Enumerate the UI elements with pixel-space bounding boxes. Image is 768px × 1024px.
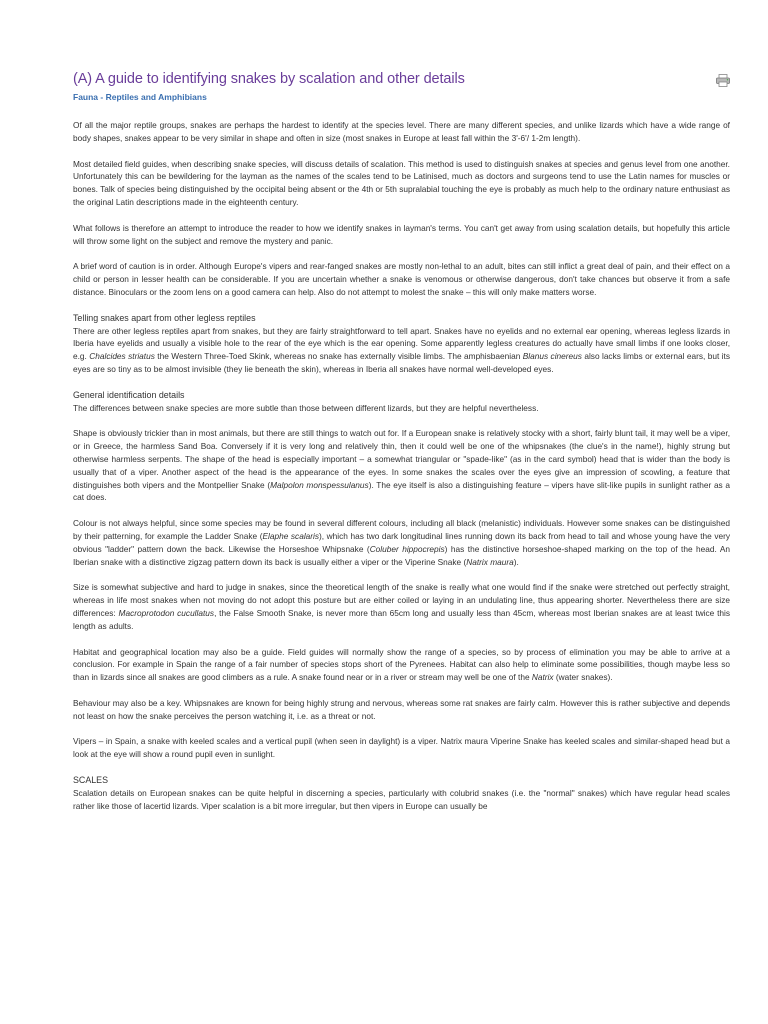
paragraph: What follows is therefore an attempt to introduce the reader to how we identify snakes in layman's terms. You can't get away from using scalation details, but hopefully this article will throw some light on the subject and remove the mystery and panic. — [73, 222, 730, 246]
paragraph: Shape is obviously trickier than in most animals, but there are still things to watch out for. If a European snake is relatively stocky with a short, fairly blunt tail, it may well be a viper, or in Greece, the harmless Sand Boa. Conversely if it is very long and relatively thin, then it could well be one of the whipsnakes (the clue's in the name!), highly strung but otherwise harmless serpents. The shape of the head is especially important – a somewhat triangular or "spade-like" (as in the card symbol) head that is wider than the body is usually that of a viper. Another aspect of the head is the appearance of the eyes. In some snakes the scales over the eyes give an impression of scowling, a feature that distinguishes both vipers and the Montpellier Snake (Malpolon monspessulanus). The eye itself is also a distinguishing feature – vipers have slit-like pupils in sunlight rather as a cat does. — [73, 428, 730, 503]
article-body — [73, 119, 730, 812]
paragraph: Of all the major reptile groups, snakes are perhaps the hardest to identify at the species level. There are many different species, and unlike lizards which have a wide range of body shapes, snakes appear to be very similar in shape and often in size (most snakes in Europe at least fall within the 3'-6'/ 1-2m length). — [73, 120, 730, 143]
paragraph: The differences between snake species are more subtle than those between different lizards, but they are helpful nevertheless. — [73, 402, 539, 413]
paragraph: Habitat and geographical location may also be a guide. Field guides will normally show the range of a species, so by process of elimination you may be able to arrive at a conclusion. For example in Spain the range of a fair number of species stops short of the Pyrenees. Habitat can also help to eliminate some possibilities, though maybe less so than in lizards since all snakes are good climbers as a rule. A snake found near or in a river or stream may well be one of the Natrix (water snakes). — [73, 646, 730, 683]
paragraph: Size is somewhat subjective and hard to judge in snakes, since the theoretical length of the snake is really what one would find if the snake were stretched out perfectly straight, whereas in life most snakes when not moving do not adopt this posture but are either coiled or laying in an undulating line, thus appearing shorter. Nevertheless there are size differences: Macroprotodon cucullatus, the False Smooth Snake, is never more than 65cm long and usually less than 45cm, whereas most Iberian snakes are at least twice this length as adults. — [73, 582, 731, 631]
section-heading: Telling snakes apart from other legless reptiles — [73, 312, 256, 323]
article-title: (A) A guide to identifying snakes by scalation and other details — [73, 71, 465, 87]
breadcrumb-link[interactable]: Fauna - Reptiles and Amphibians — [73, 92, 207, 102]
paragraph: Behaviour may also be a key. Whipsnakes are known for being highly strung and nervous, whereas some rat snakes are fairly calm. However this is rather subjective and depends not least on how the snake perceives the person watching it, i.e. as a threat or not. — [73, 697, 730, 721]
paragraph: Scalation details on European snakes can be quite helpful in discerning a species, particularly with colubrid snakes (i.e. the "normal" snakes) which have regular head scales rather like those of lacertid lizards. Viper scalation is a bit more irregular, but then vipers in Europe can usually be — [73, 787, 730, 811]
section-heading: SCALES — [73, 775, 109, 786]
paragraph: Most detailed field guides, when describing snake species, will discuss details of scalation. This method is used to distinguish snakes at species and genus level from one another. Unfortunately this can be bewildering for the layman as the names of the scales tend to be Latinised, much as doctors and surgeons tend to use the Latin names for muscles or bones. Talk of species being distinguished by the occipital being absent or the 4th or 5th supralabial touching the eye is probably as much help to the ordinary nature enthusiast as the original Latin descriptions made in the eighteenth century. — [73, 158, 730, 207]
paragraph: Vipers – in Spain, a snake with keeled scales and a vertical pupil (when seen in daylight) is a viper. Natrix maura Viperine Snake has keeled scales and similar-shaped head but a look at the eye will show a round pupil even in sunlight. — [73, 736, 730, 760]
paragraph: There are other legless reptiles apart from snakes, but they are fairly straightforward to tell apart. Snakes have no eyelids and no external ear opening, whereas legless lizards in Iberia have eyelids and usually a visible hole to the rear of the eye which is the ear opening. Some apparently legless creatures do actually have small limbs if one looks closer, e.g. Chalcides striatus the Western Three-Toed Skink, whereas no snake has externally visible limbs. The amphisbaenian Blanus cinereus also lacks limbs or external ears, but its eyes are so tiny as to be almost invisible (they lie beneath the skin), whereas in Iberia all snakes have normal well-developed eyes. — [73, 325, 730, 374]
paragraph: Colour is not always helpful, since some species may be found in several different colours, including all black (melanistic) individuals. However some snakes can be distinguished by their patterning, for example the Ladder Snake (Elaphe scalaris), which has two dark longitudinal lines running down its back from head to tail and whose young have the very obvious "ladder" pattern down the back. Likewise the Horseshoe Whipsnake (Coluber hippocrepis) has the distinctive horseshoe-shaped marking on the top of the head. An Iberian snake with a distinctive zigzag pattern down its back is usually either a viper or the Viperine Snake (Natrix maura). — [73, 518, 730, 567]
paragraph: A brief word of caution is in order. Although Europe's vipers and rear-fanged snakes are mostly non-lethal to an adult, bites can still inflict a great deal of pain, and their effect on a child or person in lesser health can be considerable. If you are uncertain whether a snake is venomous or otherwise dangerous, don't take chances but observe it from a safe distance. Binoculars or the zoom lens on a good camera can help. Also do not attempt to molest the snake – this will only make matters worse. — [73, 261, 730, 297]
section-heading: General identification details — [73, 389, 185, 400]
article — [73, 70, 730, 825]
